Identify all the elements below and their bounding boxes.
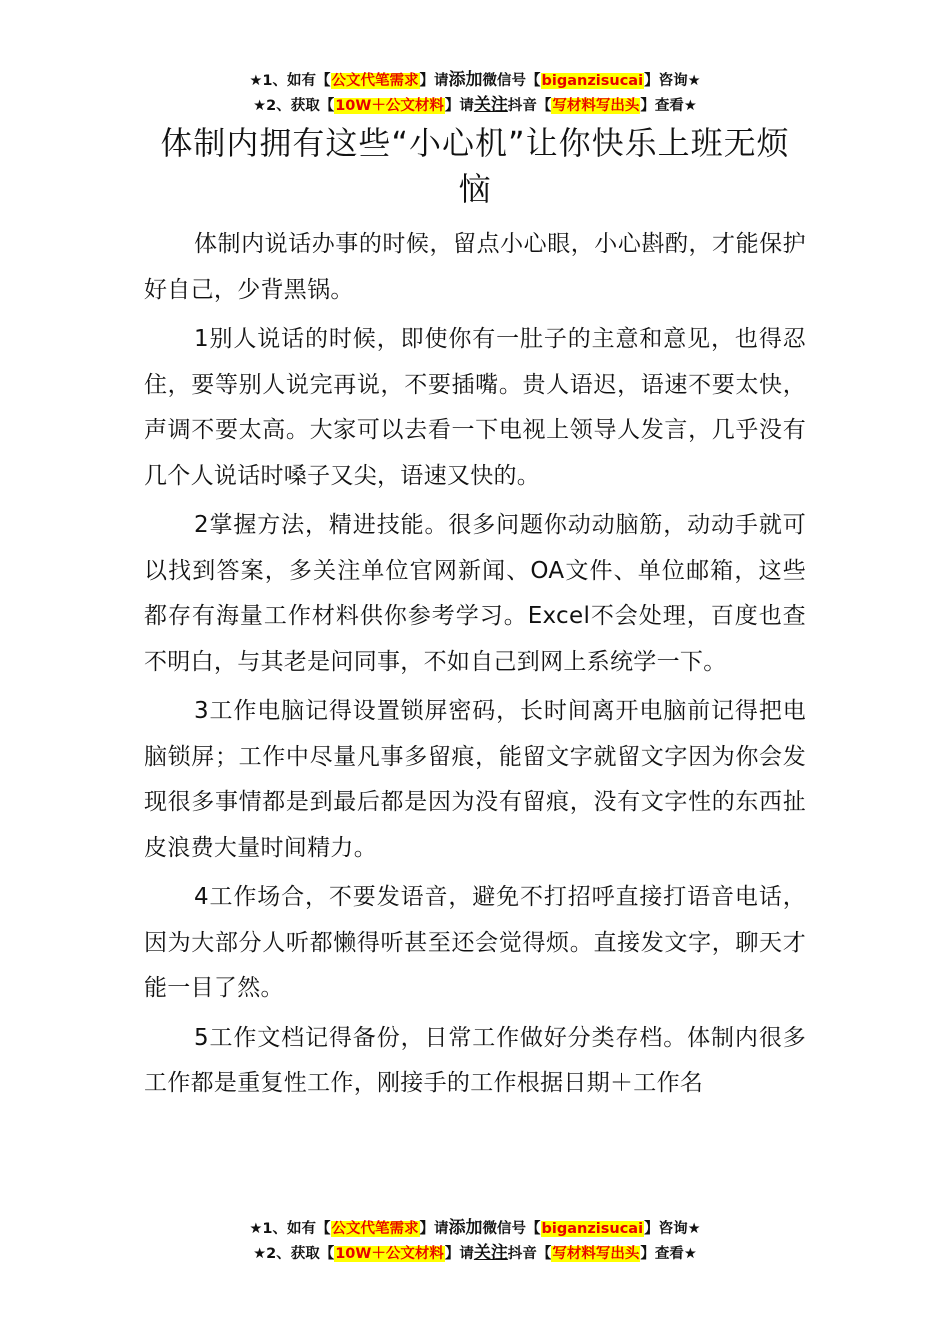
banner-emphasis: 关注 [473, 1243, 508, 1263]
banner-text: 】请 [419, 73, 449, 89]
highlight-douyin: 写材料写出头 [552, 98, 640, 114]
banner-text: 】咨询★ [644, 1221, 701, 1237]
banner-text: 抖音【 [507, 98, 552, 114]
paragraph-4: 4工作场合，不要发语音，避免不打招呼直接打语音电话，因为大部分人听都懒得听甚至还会觉得烦。直接发文字，聊天才能一目了然。 [144, 884, 806, 1001]
highlight-douyin: 写材料写出头 [552, 1246, 640, 1262]
document-title: 体制内拥有这些“小心机”让你快乐上班无烦恼 [160, 124, 790, 208]
banner-text: 】请 [419, 1221, 449, 1237]
banner-text: 抖音【 [507, 1246, 552, 1262]
document-body [144, 222, 806, 1111]
highlight-service: 公文代笔需求 [331, 1221, 419, 1237]
banner-line-1 [0, 1216, 950, 1241]
paragraph-3: 3工作电脑记得设置锁屏密码，长时间离开电脑前记得把电脑锁屏；工作中尽量凡事多留痕，能留文字就留文字因为你会发现很多事情都是到最后都是因为没有留痕，没有文字性的东西扯皮浪费大量时间精力。 [144, 698, 806, 861]
banner-line-2 [0, 93, 950, 118]
highlight-wechat-id: biganzisucai [541, 73, 644, 89]
banner-text: 微信号【 [482, 73, 541, 89]
paragraph-1: 1别人说话的时候，即使你有一肚子的主意和意见，也得忍住，要等别人说完再说，不要插嘴。贵人语迟，语速不要太快，声调不要太高。大家可以去看一下电视上领导人发言，几乎没有几个人说话时嗓子又尖，语速又快的。 [144, 326, 806, 489]
banner-text: ★2、获取【 [253, 1246, 335, 1262]
banner-text: 】查看★ [640, 1246, 697, 1262]
banner-text: 】请 [444, 98, 474, 114]
banner-text: ★2、获取【 [253, 98, 335, 114]
highlight-materials: 10W＋公文材料 [335, 98, 444, 114]
banner-emphasis: 添加 [448, 70, 483, 90]
banner-emphasis: 关注 [473, 95, 508, 115]
paragraph-intro: 体制内说话办事的时候，留点小心眼，小心斟酌，才能保护好自己，少背黑锅。 [144, 231, 806, 303]
highlight-materials: 10W＋公文材料 [335, 1246, 444, 1262]
banner-text: ★1、如有【 [249, 73, 331, 89]
paragraph-5: 5工作文档记得备份，日常工作做好分类存档。体制内很多工作都是重复性工作，刚接手的工作根据日期＋工作名 [144, 1024, 806, 1096]
banner-line-2 [0, 1241, 950, 1266]
banner-text: ★1、如有【 [249, 1221, 331, 1237]
header-banner [0, 68, 950, 118]
banner-text: 】查看★ [640, 98, 697, 114]
banner-emphasis: 添加 [448, 1218, 483, 1238]
highlight-wechat-id: biganzisucai [541, 1221, 644, 1237]
banner-text: 】请 [444, 1246, 474, 1262]
banner-text: 】咨询★ [644, 73, 701, 89]
paragraph-2: 2掌握方法，精进技能。很多问题你动动脑筋，动动手就可以找到答案，多关注单位官网新闻、OA文件、单位邮箱，这些都存有海量工作材料供你参考学习。Excel不会处理，百度也查不明白，与其老是问同事，不如自己到网上系统学一下。 [144, 512, 806, 675]
banner-line-1 [0, 68, 950, 93]
footer-banner [0, 1216, 950, 1266]
banner-text: 微信号【 [482, 1221, 541, 1237]
highlight-service: 公文代笔需求 [331, 73, 419, 89]
